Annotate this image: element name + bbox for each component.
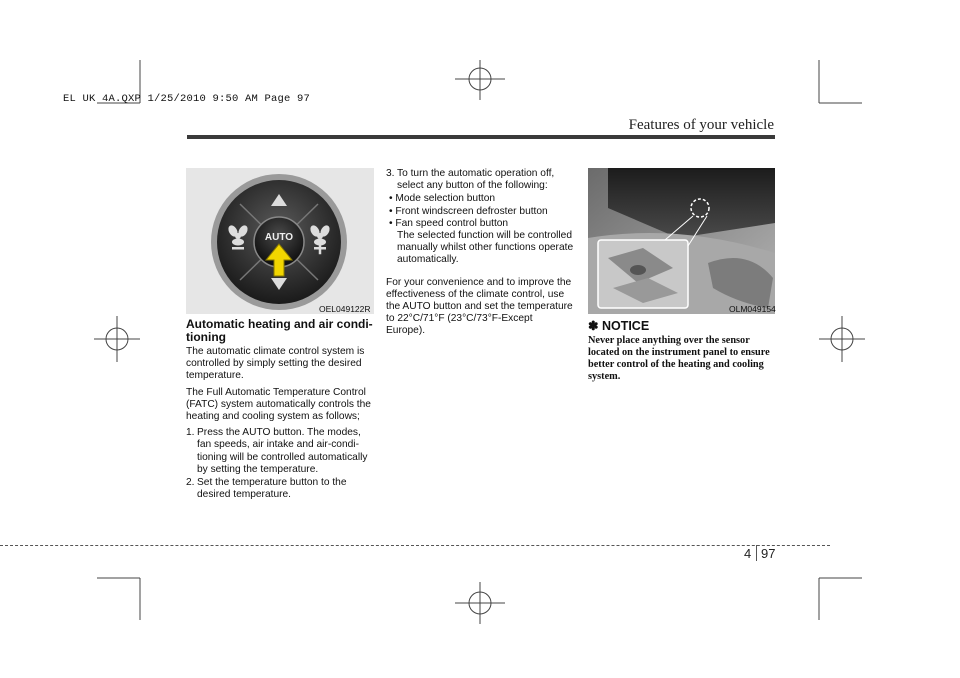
list-item (186, 477, 374, 501)
manual-note: The selected function will be controlled manually whilst other functions operate automatically. (397, 230, 574, 266)
list-item (386, 168, 574, 192)
bullet-list (389, 193, 574, 230)
minus-icon (232, 247, 244, 250)
step-text: To turn the automatic operation off, select any button of the following: (397, 168, 555, 192)
left-column (186, 318, 374, 502)
fatc-paragraph: The Full Automatic Temperature Control (FATC) system automatically controls the heating and cooling system as follows; (186, 386, 371, 423)
step-text: Set the temperature button to the desired temperature. (197, 477, 347, 501)
sensor-illustration (588, 168, 775, 314)
list-item (186, 427, 374, 476)
notice-block (588, 318, 775, 383)
step-number: 3. (386, 168, 395, 179)
list-item: • Fan speed control button (389, 217, 509, 229)
section-title: Features of your vehicle (628, 117, 774, 133)
notice-title: ✽ NOTICE (588, 319, 650, 333)
intro-paragraph: The automatic climate control system is controlled by simply setting the desired temperature. (186, 346, 365, 382)
auto-control-figure (186, 168, 374, 314)
page-number: 97 (761, 546, 776, 561)
section-heading: Automatic heating and air condi-tioning (186, 317, 373, 344)
list-item: • Mode selection button (389, 193, 496, 205)
convenience-paragraph: For your convenience and to improve the effectiveness of the climate control, use the AUTO button and set the temperature to 22°C/71°F (23°C/73°F-Except Europe). (386, 276, 573, 337)
list-item: • Front windscreen defroster button (389, 205, 548, 217)
auto-button-label: AUTO (264, 232, 294, 243)
footer-divider (756, 545, 757, 561)
print-slug: EL UK 4A.QXP 1/25/2010 9:50 AM Page 97 (63, 93, 311, 105)
step-number: 1. (186, 427, 195, 439)
sensor-location-figure (588, 168, 775, 314)
header-rule (187, 135, 775, 139)
figure-caption-right: OLM049154 (729, 304, 776, 314)
chapter-number: 4 (744, 546, 752, 561)
steps-list-continued (386, 168, 574, 192)
step-number: 2. (186, 477, 195, 489)
notice-body: Never place anything over the sensor located on the instrument panel to ensure better control of the heating and cooling system. (588, 335, 770, 382)
step-text: Press the AUTO button. The modes, fan speeds, air intake and air-condi-tioning will be controlled automatically by setting the temperature. (197, 427, 368, 475)
auto-control-illustration (186, 168, 374, 314)
figure-caption-left: OEL049122R (319, 304, 371, 314)
footer-dashed-rule (0, 545, 830, 546)
steps-list (186, 427, 374, 501)
middle-column (386, 168, 574, 342)
